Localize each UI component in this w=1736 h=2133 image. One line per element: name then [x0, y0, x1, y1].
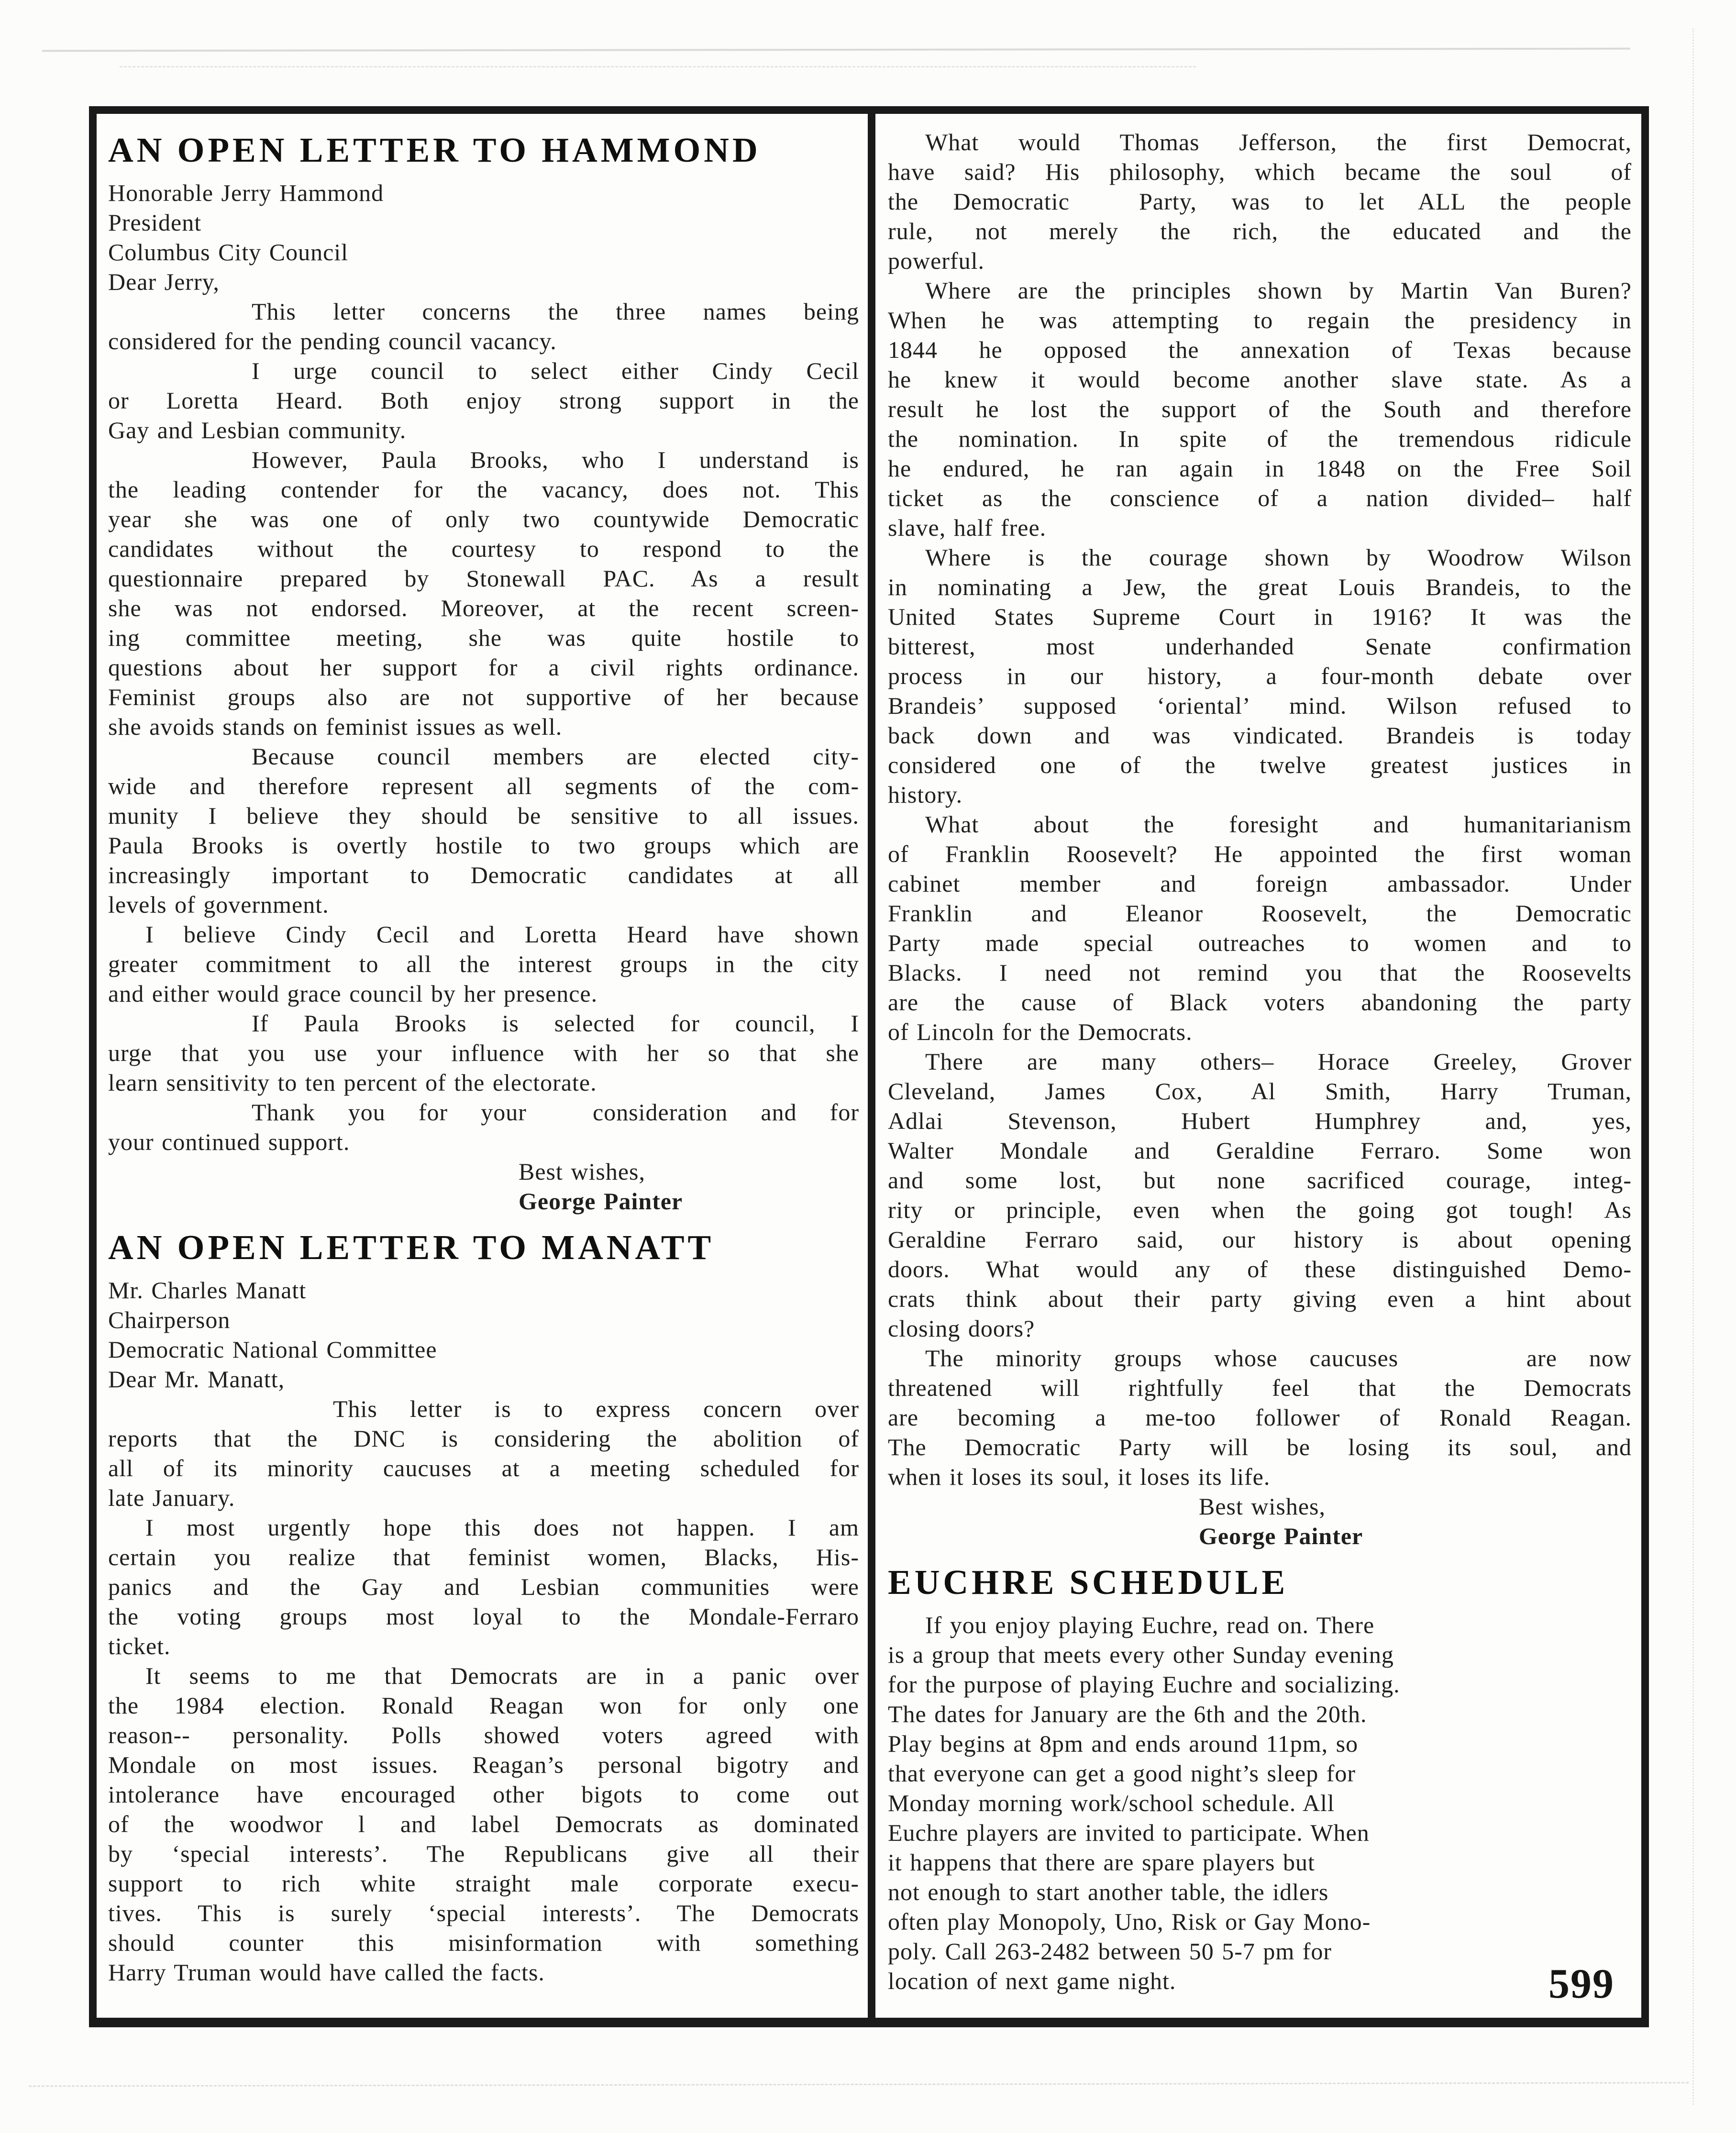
- text-line: Dear Jerry,: [108, 268, 220, 295]
- text-line: questions about her support for a civil rights ordinance.: [108, 654, 859, 681]
- text-line: the voting groups most loyal to the Mondale-Ferraro: [108, 1603, 859, 1630]
- text-line: poly. Call 263-2482 between 50 5-7 pm for: [888, 1938, 1332, 1965]
- text-line: rule, not merely the rich, the educated and the: [888, 218, 1632, 244]
- text-line: support to rich white straight male corporate execu-: [108, 1870, 859, 1897]
- section-heading: AN OPEN LETTER TO HAMMOND: [108, 131, 761, 169]
- text-line: Democratic National Committee: [108, 1336, 437, 1363]
- text-line: It seems to me that Democrats are in a panic over: [145, 1662, 859, 1689]
- text-line: not enough to start another table, the idlers: [888, 1879, 1329, 1905]
- text-line: is a group that meets every other Sunday evening: [888, 1641, 1394, 1668]
- text-line: considered for the pending council vacancy.: [108, 328, 557, 354]
- text-line: intolerance have encouraged other bigots to come out: [108, 1781, 859, 1808]
- text-line: Chairperson: [108, 1306, 231, 1333]
- text-line: often play Monopoly, Uno, Risk or Gay Mono-: [888, 1908, 1371, 1935]
- text-line: considered one of the twelve greatest justices in: [888, 752, 1632, 778]
- text-line: your continued support.: [108, 1128, 350, 1155]
- text-line: Thank you for your consideration and for: [252, 1099, 859, 1126]
- text-line: Euchre players are invited to participate. When: [888, 1819, 1370, 1846]
- signature-closing: Best wishes,: [1199, 1493, 1326, 1520]
- text-line: tives. This is surely ‘special interests’. The Democrats: [108, 1900, 859, 1926]
- text-line: If you enjoy playing Euchre, read on. There: [925, 1612, 1375, 1638]
- text-line: Feminist groups also are not supportive of her because: [108, 684, 859, 710]
- text-line: There are many others– Horace Greeley, Grover: [925, 1048, 1632, 1075]
- text-line: Monday morning work/school schedule. All: [888, 1790, 1335, 1816]
- text-line: panics and the Gay and Lesbian communities were: [108, 1573, 859, 1600]
- text-line: rity or principle, even when the going got tough! As: [888, 1196, 1632, 1223]
- text-line: threatened will rightfully feel that the Democrats: [888, 1374, 1632, 1401]
- text-line: Brandeis’ supposed ‘oriental’ mind. Wilson refused to: [888, 692, 1632, 719]
- text-line: ticket as the conscience of a nation divided– half: [888, 485, 1632, 511]
- text-line: Geraldine Ferraro said, our history is about opening: [888, 1226, 1632, 1253]
- text-line: Play begins at 8pm and ends around 11pm, so: [888, 1730, 1359, 1757]
- text-line: learn sensitivity to ten percent of the electorate.: [108, 1069, 597, 1096]
- text-line: history.: [888, 781, 963, 808]
- text-line: ticket.: [108, 1633, 171, 1659]
- text-line: Party made special outreaches to women and to: [888, 929, 1632, 956]
- text-line: Gay and Lesbian community.: [108, 417, 407, 443]
- section-heading: EUCHRE SCHEDULE: [888, 1563, 1289, 1602]
- text-line: are the cause of Black voters abandoning the party: [888, 989, 1632, 1016]
- text-line: of Lincoln for the Democrats.: [888, 1018, 1193, 1045]
- text-line: she was not endorsed. Moreover, at the recent screen-: [108, 595, 859, 621]
- text-line: back down and was vindicated. Brandeis is today: [888, 722, 1632, 749]
- text-line: Columbus City Council: [108, 239, 349, 265]
- text-line: slave, half free.: [888, 514, 1047, 541]
- text-line: President: [108, 209, 202, 236]
- text-line: 1844 he opposed the annexation of Texas because: [888, 336, 1632, 363]
- text-line: questionnaire prepared by Stonewall PAC. As a result: [108, 565, 859, 592]
- text-line: late January.: [108, 1484, 235, 1511]
- text-line: certain you realize that feminist women, Blacks, His-: [108, 1544, 859, 1570]
- text-line: it happens that there are spare players but: [888, 1849, 1315, 1876]
- text-line: he knew it would become another slave state. As a: [888, 366, 1632, 393]
- text-line: she avoids stands on feminist issues as well.: [108, 713, 563, 740]
- signature-name: George Painter: [1199, 1523, 1363, 1549]
- text-line: increasingly important to Democratic candidates at all: [108, 862, 859, 888]
- text-line: What about the foresight and humanitarianism: [925, 811, 1632, 838]
- text-line: What would Thomas Jefferson, the first Democrat,: [925, 129, 1632, 155]
- text-line: of Franklin Roosevelt? He appointed the first woman: [888, 840, 1632, 867]
- right-column: [875, 114, 1641, 2018]
- text-line: reason-- personality. Polls showed voters agreed with: [108, 1722, 859, 1748]
- text-line: This letter is to express concern over: [333, 1395, 859, 1422]
- text-line: result he lost the support of the South and therefore: [888, 396, 1632, 422]
- text-line: Mondale on most issues. Reagan’s personal bigotry and: [108, 1751, 859, 1778]
- text-line: closing doors?: [888, 1315, 1035, 1342]
- text-line: The Democratic Party will be losing its soul, and: [888, 1434, 1632, 1460]
- text-line: all of its minority caucuses at a meeting scheduled for: [108, 1455, 859, 1481]
- text-line: year she was one of only two countywide Democratic: [108, 506, 859, 532]
- text-line: in nominating a Jew, the great Louis Brandeis, to the: [888, 574, 1632, 600]
- text-line: The minority groups whose caucuses are now: [925, 1345, 1632, 1371]
- text-line: wide and therefore represent all segments of the com-: [108, 773, 859, 799]
- text-line: This letter concerns the three names being: [252, 298, 859, 325]
- text-line: and either would grace council by her presence.: [108, 980, 598, 1007]
- text-line: bitterest, most underhanded Senate confirmation: [888, 633, 1632, 660]
- text-line: have said? His philosophy, which became the soul of: [888, 158, 1632, 185]
- text-line: Where are the principles shown by Martin Van Buren?: [925, 277, 1632, 304]
- text-line: should counter this misinformation with something: [108, 1929, 859, 1956]
- text-line: Honorable Jerry Hammond: [108, 179, 384, 206]
- text-line: that everyone can get a good night’s sleep for: [888, 1760, 1356, 1787]
- text-line: are becoming a me-too follower of Ronald Reagan.: [888, 1404, 1632, 1431]
- text-line: urge that you use your influence with her so that she: [108, 1039, 859, 1066]
- text-line: I most urgently hope this does not happen. I am: [145, 1514, 859, 1541]
- text-line: I believe Cindy Cecil and Loretta Heard have shown: [145, 921, 859, 948]
- text-line: Cleveland, James Cox, Al Smith, Harry Truman,: [888, 1078, 1632, 1105]
- text-line: the Democratic Party, was to let ALL the people: [888, 188, 1632, 215]
- text-line: reports that the DNC is considering the abolition of: [108, 1425, 859, 1452]
- text-line: Where is the courage shown by Woodrow Wilson: [925, 544, 1632, 571]
- text-line: doors. What would any of these distinguished Demo-: [888, 1256, 1632, 1282]
- text-line: for the purpose of playing Euchre and socializing.: [888, 1671, 1400, 1698]
- text-line: or Loretta Heard. Both enjoy strong support in the: [108, 387, 859, 414]
- scan-artifact-top-dots: [120, 66, 1196, 67]
- text-line: I urge council to select either Cindy Cecil: [252, 357, 859, 384]
- text-line: Blacks. I need not remind you that the Roosevelts: [888, 959, 1632, 986]
- text-line: If Paula Brooks is selected for council, I: [252, 1010, 859, 1037]
- text-line: the leading contender for the vacancy, does not. This: [108, 476, 859, 503]
- text-line: he endured, he ran again in 1848 on the Free Soil: [888, 455, 1632, 482]
- text-line: Because council members are elected city-: [252, 743, 859, 770]
- scan-artifact-right-edge: [1692, 29, 1694, 2105]
- text-line: United States Supreme Court in 1916? It was the: [888, 603, 1632, 630]
- text-line: Adlai Stevenson, Hubert Humphrey and, yes,: [888, 1107, 1632, 1134]
- text-line: ing committee meeting, she was quite hostile to: [108, 624, 859, 651]
- left-column: [97, 114, 875, 2018]
- scan-artifact-bottom-line: [29, 2082, 1689, 2087]
- content-frame: [89, 106, 1649, 2027]
- text-line: the 1984 election. Ronald Reagan won for only one: [108, 1692, 859, 1719]
- text-line: powerful.: [888, 247, 984, 274]
- text-line: cabinet member and foreign ambassador. Under: [888, 870, 1632, 897]
- text-line: levels of government.: [108, 891, 329, 918]
- text-line: the nomination. In spite of the tremendous ridicule: [888, 425, 1632, 452]
- text-line: Paula Brooks is overtly hostile to two groups which are: [108, 832, 859, 859]
- text-line: location of next game night.: [888, 1967, 1176, 1994]
- text-line: Dear Mr. Manatt,: [108, 1366, 285, 1393]
- text-line: Harry Truman would have called the facts.: [108, 1959, 545, 1986]
- text-line: candidates without the courtesy to respond to the: [108, 535, 859, 562]
- text-line: Walter Mondale and Geraldine Ferraro. Some won: [888, 1137, 1632, 1164]
- text-line: of the woodwor l and label Democrats as dominated: [108, 1811, 859, 1837]
- text-line: process in our history, a four-month debate over: [888, 663, 1632, 689]
- text-line: When he was attempting to regain the presidency in: [888, 307, 1632, 333]
- text-line: and some lost, but none sacrificed courage, integ-: [888, 1167, 1632, 1194]
- text-line: However, Paula Brooks, who I understand is: [252, 446, 859, 473]
- text-line: crats think about their party giving even a hint about: [888, 1285, 1632, 1312]
- section-heading: AN OPEN LETTER TO MANATT: [108, 1228, 715, 1267]
- text-line: greater commitment to all the interest groups in the city: [108, 950, 859, 977]
- text-line: munity I believe they should be sensitive to all issues.: [108, 802, 859, 829]
- text-line: when it loses its soul, it loses its life.: [888, 1463, 1271, 1490]
- text-line: by ‘special interests’. The Republicans give all their: [108, 1840, 859, 1867]
- text-line: Franklin and Eleanor Roosevelt, the Democratic: [888, 900, 1632, 927]
- signature-name: George Painter: [519, 1188, 683, 1215]
- signature-closing: Best wishes,: [519, 1158, 645, 1185]
- text-line: Mr. Charles Manatt: [108, 1277, 307, 1304]
- page-number: 599: [1548, 1961, 1614, 2007]
- text-line: The dates for January are the 6th and the 20th.: [888, 1701, 1367, 1727]
- scan-artifact-top-line: [42, 48, 1630, 52]
